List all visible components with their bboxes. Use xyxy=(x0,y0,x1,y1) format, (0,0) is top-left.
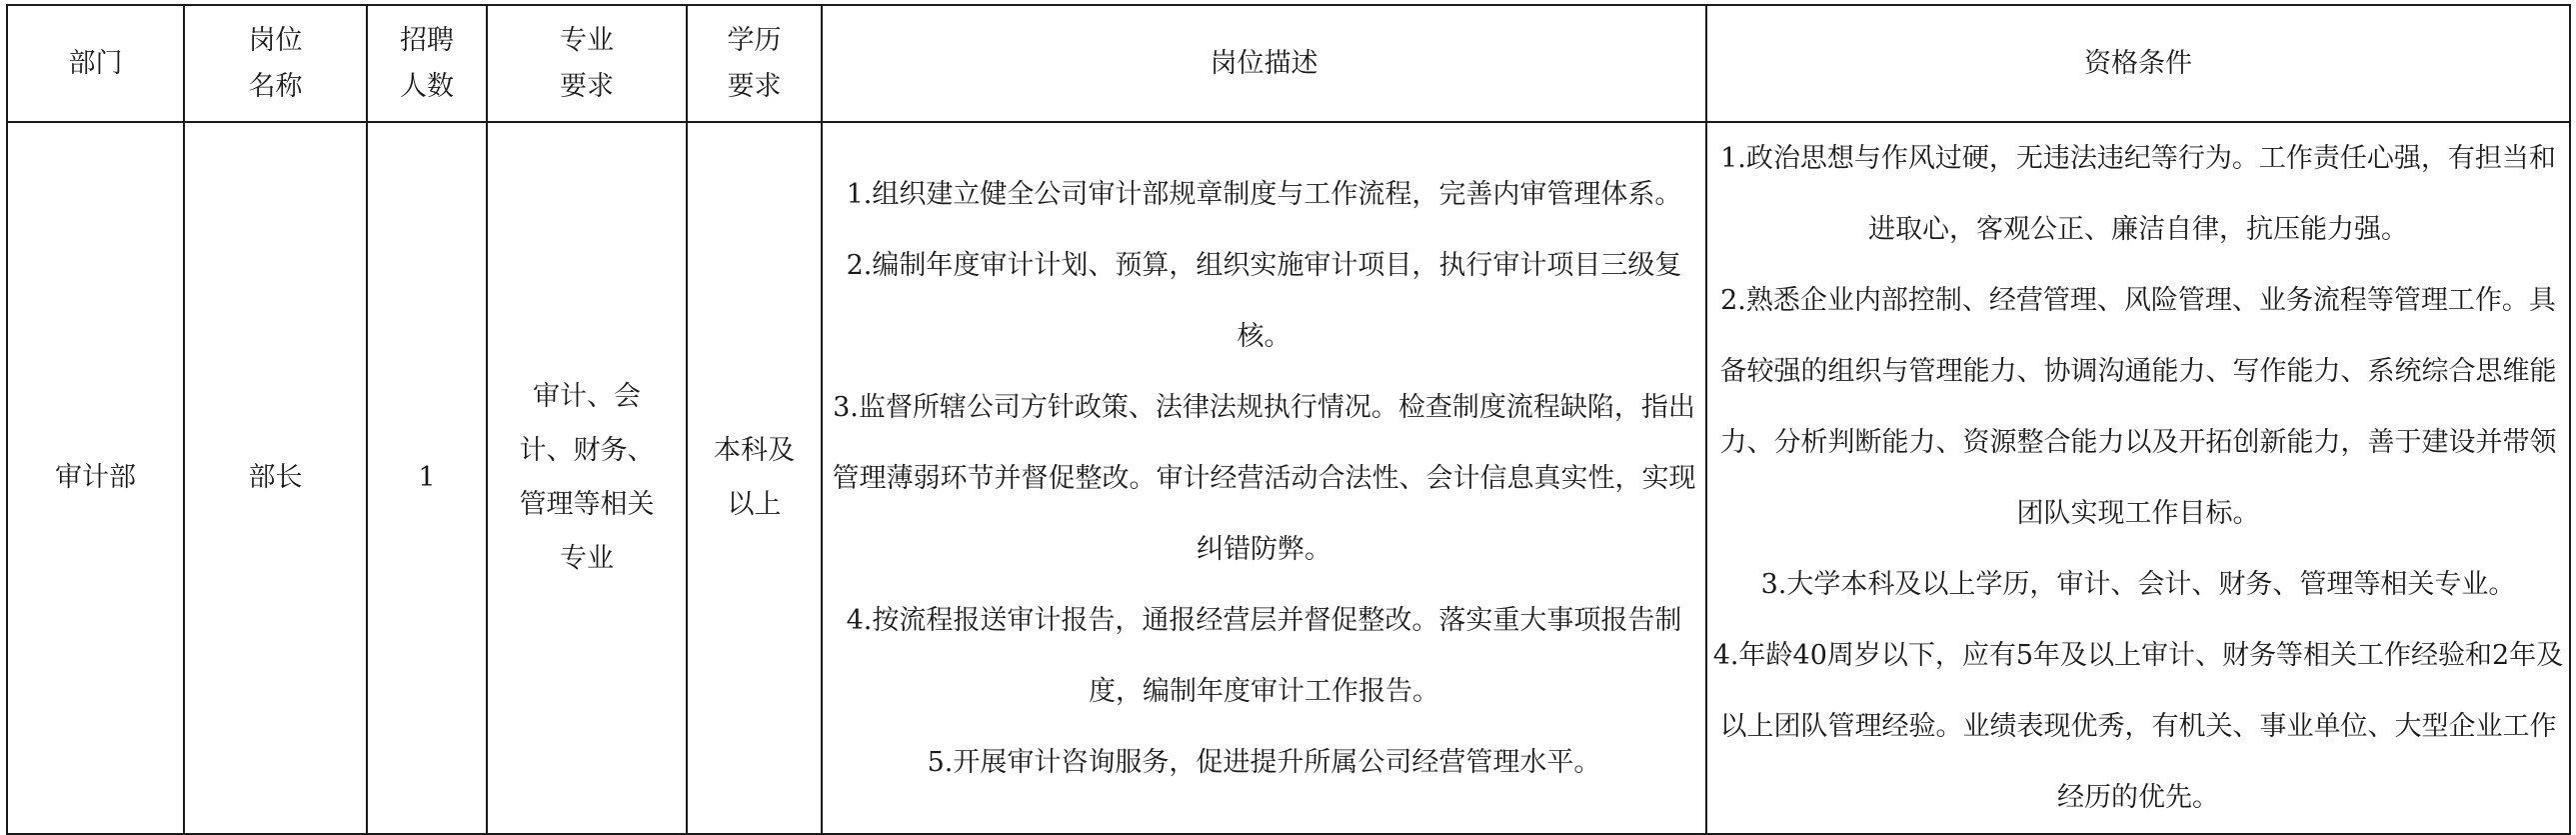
qualification-item: 1.政治思想与作风过硬，无违法违纪等行为。工作责任心强，有担当和进取心，客观公正、廉洁自律，抗压能力强。 xyxy=(1720,143,2556,245)
table-row xyxy=(7,122,2570,834)
header-position xyxy=(184,5,367,122)
header-description xyxy=(822,5,1706,122)
education-line: 本科及 xyxy=(714,435,795,466)
header-row xyxy=(7,5,2570,122)
qualification-item: 4.年龄40周岁以下，应有5年及以上审计、财务等相关工作经验和2年及以上团队管理经验。业绩表现优秀，有机关、事业单位、大型企业工作经历的优先。 xyxy=(1712,640,2564,813)
description-item: 3.监督所辖公司方针政策、法律法规执行情况。检查制度流程缺陷，指出管理薄弱环节并督促整改。审计经营活动合法性、会计信息真实性，实现纠错防弊。 xyxy=(832,391,1696,565)
description-item: 4.按流程报送审计报告，通报经营层并督促整改。落实重大事项报告制度，编制年度审计工作报告。 xyxy=(846,604,1682,707)
header-department-label: 部门 xyxy=(68,47,123,79)
major-line: 管理等相关 xyxy=(519,489,655,520)
header-qualifications xyxy=(1706,5,2570,122)
cell-headcount: 1 xyxy=(367,122,487,834)
header-description-label: 岗位描述 xyxy=(1210,47,1318,79)
header-major-line2: 要求 xyxy=(560,70,614,102)
education-line: 以上 xyxy=(727,489,782,520)
description-item: 1.组织建立健全公司审计部规章制度与工作流程，完善内审管理体系。 xyxy=(846,178,1682,210)
cell-qualifications xyxy=(1706,122,2570,834)
header-major xyxy=(487,5,687,122)
cell-description xyxy=(822,122,1706,834)
header-qualifications-label: 资格条件 xyxy=(2084,47,2192,79)
cell-major xyxy=(487,122,687,834)
header-headcount xyxy=(367,5,487,122)
description-item: 2.编制年度审计计划、预算，组织实施审计项目，执行审计项目三级复核。 xyxy=(846,249,1682,352)
header-position-line2: 名称 xyxy=(248,70,303,102)
cell-position: 部长 xyxy=(184,122,367,834)
header-department xyxy=(7,5,184,122)
header-major-line1: 专业 xyxy=(560,24,614,56)
qualification-item: 3.大学本科及以上学历，审计、会计、财务、管理等相关专业。 xyxy=(1760,569,2516,600)
major-line: 计、财务、 xyxy=(519,435,655,466)
header-education xyxy=(687,5,822,122)
major-line: 审计、会 xyxy=(533,381,641,412)
cell-department: 审计部 xyxy=(7,122,184,834)
major-line: 专业 xyxy=(560,543,614,574)
recruitment-table xyxy=(6,4,2571,835)
cell-education xyxy=(687,122,822,834)
header-position-line1: 岗位 xyxy=(248,24,303,56)
header-education-line2: 要求 xyxy=(727,70,782,102)
description-item: 5.开展审计咨询服务，促进提升所属公司经营管理水平。 xyxy=(927,746,1601,778)
header-headcount-line2: 人数 xyxy=(400,70,454,102)
header-education-line1: 学历 xyxy=(727,24,782,56)
header-headcount-line1: 招聘 xyxy=(400,24,454,56)
qualification-item: 2.熟悉企业内部控制、经营管理、风险管理、业务流程等管理工作。具备较强的组织与管理能力、协调沟通能力、写作能力、系统综合思维能力、分析判断能力、资源整合能力以及开拓创新能力，善于建设并带领团队实现工作目标。 xyxy=(1719,285,2557,529)
